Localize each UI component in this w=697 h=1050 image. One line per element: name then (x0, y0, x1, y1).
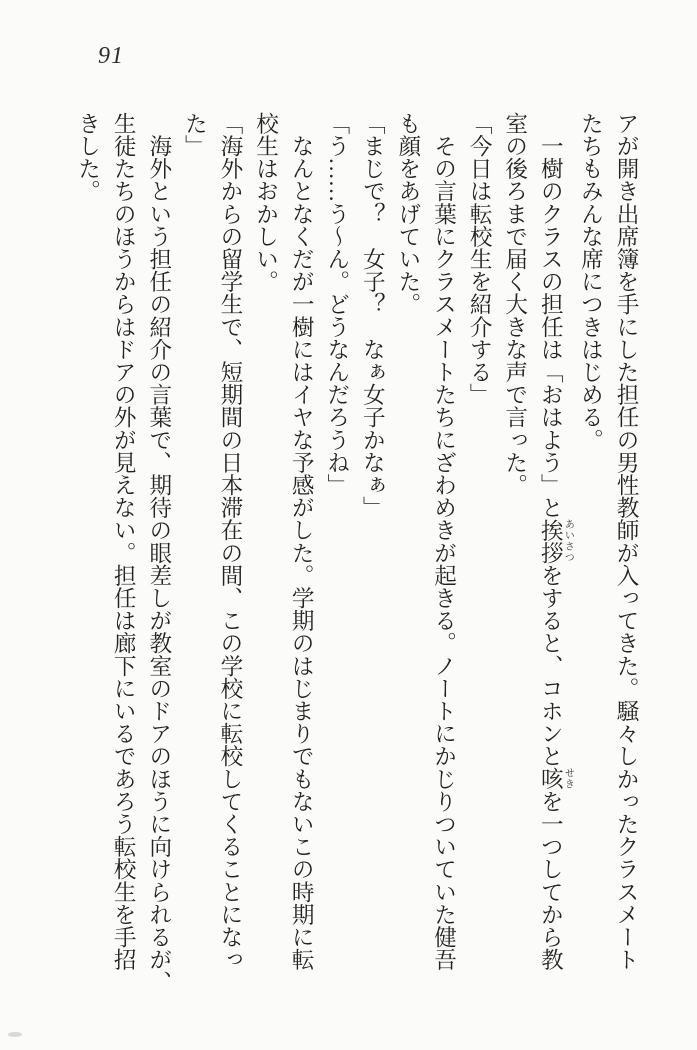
page-number: 91 (98, 43, 124, 69)
text-line: 「まじで？ 女子？ なぁ女子かなぁ」 (360, 112, 386, 519)
text-line: 一樹のクラスの担任は「おはよう」と挨拶 あいさつをすると、コホンと咳 せきを一つしてから教 (538, 112, 574, 971)
text-line: なんとなくだが一樹にはイヤな予感がした。学期のはじまりでもないこの時期に転 (289, 112, 315, 971)
text-line: も顔をあげていた。 (395, 112, 421, 316)
text-line: たちもみんな席につきはじめる。 (578, 112, 604, 451)
text-line: 室の後ろまで届く大きな声で言った。 (502, 112, 528, 497)
text-line: 「海外からの留学生で、短期間の日本滞在の間、この学校に転校してくることになっ (217, 112, 243, 971)
text-line: アが開き出席簿を手にした担任の男性教師が入ってきた。騒々しかったクラスメート (614, 112, 639, 971)
text-line: 海外という担任の紹介の言葉で、期待の眼差しが教室のドアのほうに向けられるが、 (146, 112, 172, 994)
text-line: きした。 (75, 112, 101, 203)
furigana-ruby: 挨拶 あいさつ (538, 518, 574, 565)
text-line: 「今日は転校生を紹介する」 (467, 112, 493, 406)
vertical-text-block (70, 112, 644, 1002)
furigana-ruby: 咳 せき (538, 767, 574, 791)
text-line: た」 (182, 112, 208, 158)
text-line: 校生はおかしい。 (253, 112, 279, 293)
text-line: その言葉にクラスメートたちにざわめきが起きる。ノートにかじりついていた健吾 (431, 112, 457, 971)
scan-artifact (8, 1032, 22, 1037)
text-line: 生徒たちのほうからはドアの外が見えない。担任は廊下にいるであろう転校生を手招 (111, 112, 137, 971)
text-line: 「う……う〜ん。どうなんだろうね」 (324, 112, 350, 497)
